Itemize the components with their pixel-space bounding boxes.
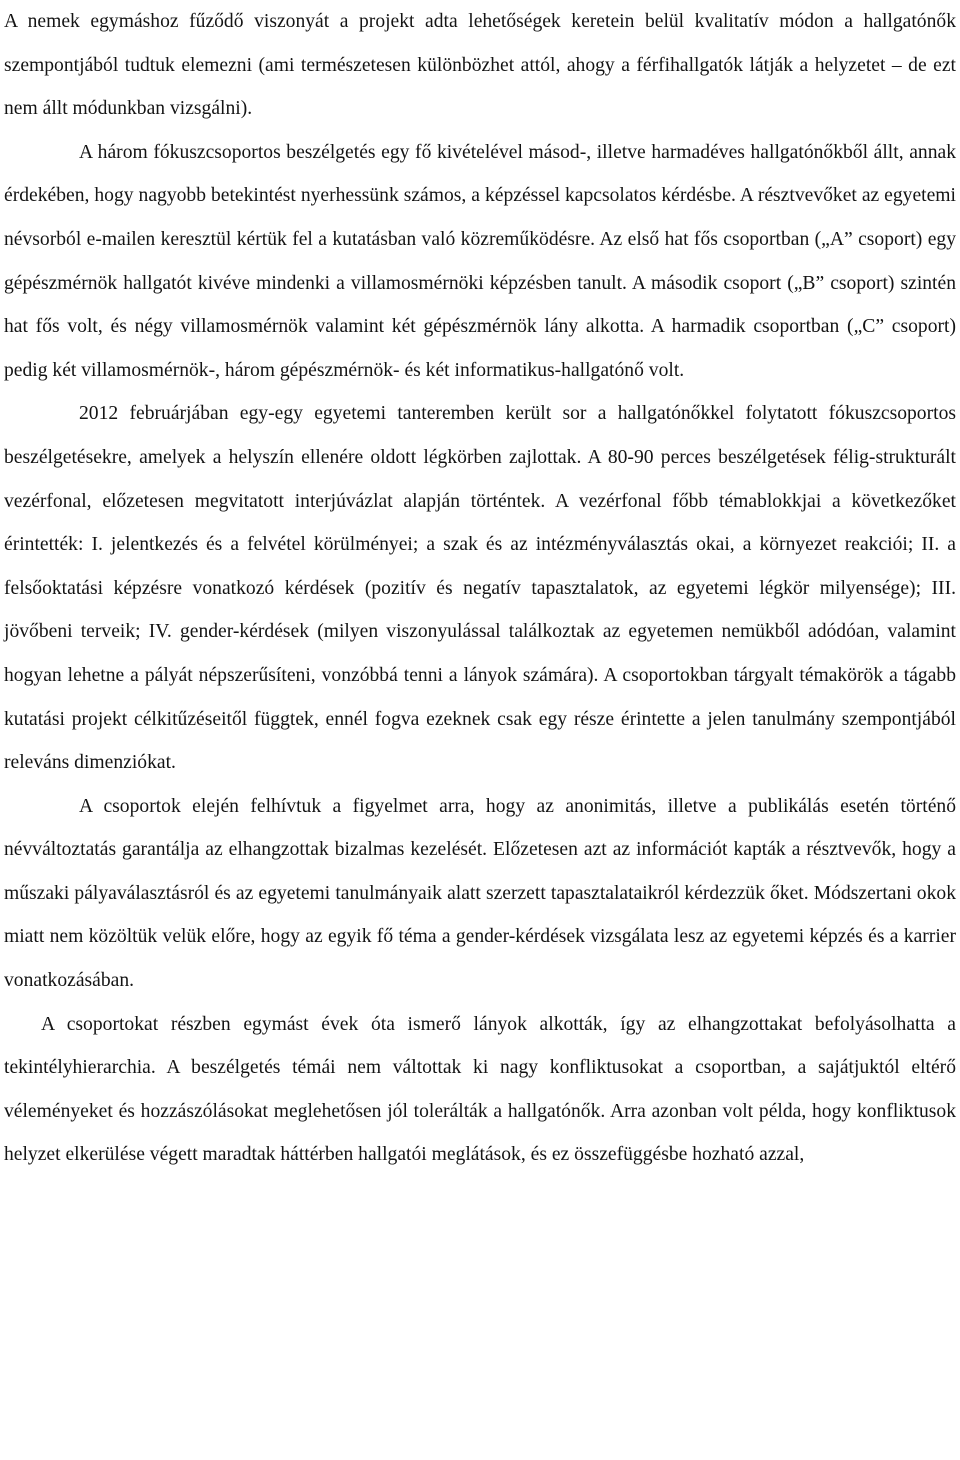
- paragraph-anonymity: A csoportok elején felhívtuk a figyelmet arra, hogy az anonimitás, illetve a publikálás esetén történő névváltoztatás garantálja az elhangzottak bizalmas kezelését. Előzetesen azt az információt kapták a résztvevők, hogy a műszaki pályaválasztásról és az egyetemi tanulmányaik alatt szerzett tapasztalataikról kérdezzük őket. Módszertani okok miatt nem közöltük velük előre, hogy az egyik fő téma a gender-kérdések vizsgálata lesz az egyetemi képzés és a karrier vonatkozásában.: [4, 795, 956, 992]
- paragraph-sessions: 2012 februárjában egy-egy egyetemi tanteremben került sor a hallgatónőkkel folytatott fókuszcsoportos beszélgetésekre, amelyek a helyszín ellenére oldott légkörben zajlottak. A 80-90 perces beszélgetések félig-strukturált vezérfonal, előzetesen megvitatott interjúvázlat alapján történtek. A vezérfonal főbb témablokkjai a következőket érintették: I. jelentkezés és a felvétel körülményei; a szak és az intézményválasztás okai, a környezet reakciói; II. a felsőoktatási képzésre vonatkozó kérdések (pozitív és negatív tapasztalatok, az egyetemi légkör milyensége); III. jövőbeni terveik; IV. gender-kérdések (milyen viszonyulással találkoztak az egyetemen nemükből adódóan, valamint hogyan lehetne a pályát népszerűsíteni, vonzóbbá tenni a lányok számára). A csoportokban tárgyalt témakörök a tágabb kutatási projekt célkitűzéseitől függtek, ennél fogva ezeknek csak egy része érintette a jelen tanulmány szempontjából releváns dimenziókat.: [4, 403, 956, 774]
- document-page: [4, 0, 956, 1177]
- paragraph-focus-groups: A három fókuszcsoportos beszélgetés egy fő kivételével másod-, illetve harmadéves hallgatónőkből állt, annak érdekében, hogy nagyobb betekintést nyerhessünk számos, a képzéssel kapcsolatos kérdésbe. A résztvevőket az egyetemi névsorból e-mailen keresztül kértük fel a kutatásban való közreműködésre. Az első hat fős csoportban („A” csoport) egy gépészmérnök hallgatót kivéve mindenki a villamosmérnöki képzésben tanult. A második csoport („B” csoport) szintén hat fős volt, és négy villamosmérnök valamint két gépészmérnök lány alkotta. A harmadik csoportban („C” csoport) pedig két villamosmérnök-, három gépészmérnök- és két informatikus-hallgatónő volt.: [4, 141, 956, 381]
- paragraph-continuation: A nemek egymáshoz fűződő viszonyát a projekt adta lehetőségek keretein belül kvalitatív módon a hallgatónők szempontjából tudtuk elemezni (ami természetesen különbözhet attól, ahogy a férfihallgatók látják a helyzetet – de ezt nem állt módunkban vizsgálni).: [4, 11, 956, 120]
- paragraph-hierarchy: A csoportokat részben egymást évek óta ismerő lányok alkották, így az elhangzottakat befolyásolhatta a tekintélyhierarchia. A beszélgetés témái nem váltottak ki nagy konfliktusokat a csoportban, a sajátjuktól eltérő véleményeket és hozzászólásokat meglehetősen jól tolerálták a hallgatónők. Arra azonban volt példa, hogy konfliktusok helyzet elkerülése végett maradtak háttérben hallgatói meglátások, és ez összefüggésbe hozható azzal,: [4, 1013, 956, 1166]
